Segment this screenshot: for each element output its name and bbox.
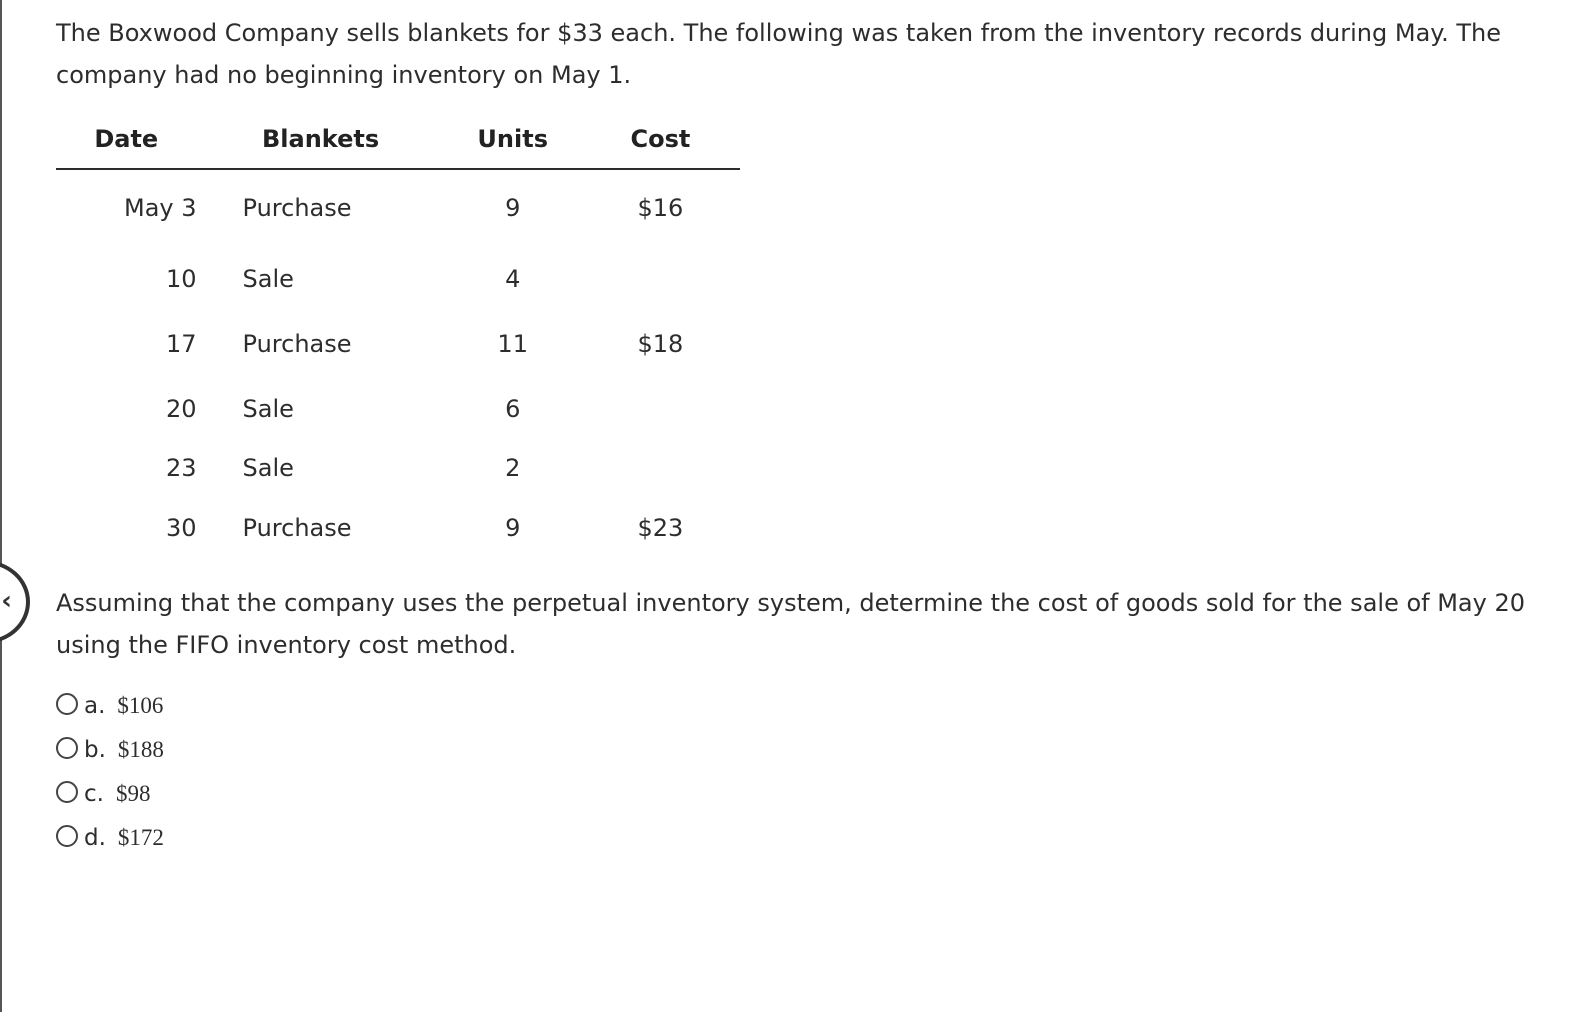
row-type: Sale	[242, 264, 294, 293]
radio-button[interactable]	[56, 737, 78, 759]
row-cost	[581, 376, 740, 441]
row-date: May 3	[124, 194, 197, 222]
radio-button[interactable]	[56, 825, 78, 847]
chevron-left-icon: ‹	[1, 586, 12, 616]
row-units: 6	[505, 394, 521, 423]
row-date: 30	[165, 513, 197, 542]
question-text: Assuming that the company uses the perpetual inventory system, determine the cost of goods sold for the sale of May 20 using the FIFO inventory cost method.	[56, 589, 1526, 659]
row-units: 9	[505, 513, 521, 542]
row-type: Purchase	[242, 513, 352, 542]
row-date: 10	[165, 264, 197, 293]
row-type: Purchase	[242, 194, 352, 222]
option-c[interactable]	[56, 772, 1536, 816]
row-date: 17	[165, 329, 197, 358]
option-value: $172	[117, 825, 164, 850]
row-cost: $16	[637, 194, 684, 222]
row-type: Purchase	[242, 329, 352, 358]
option-value: $98	[115, 781, 151, 806]
radio-button[interactable]	[56, 693, 78, 715]
header-units: Units	[445, 110, 581, 169]
row-cost	[581, 441, 740, 495]
problem-intro: The Boxwood Company sells blankets for $33 each. The following was taken from the inventory records during May. The company had no beginning inventory on May 1.	[56, 19, 1501, 89]
inventory-table	[56, 110, 740, 560]
row-type: Sale	[242, 394, 294, 423]
row-units: 9	[505, 194, 521, 222]
radio-button[interactable]	[56, 781, 78, 803]
question-content	[56, 12, 1536, 860]
left-border	[0, 0, 2, 1012]
table-row	[56, 376, 740, 441]
row-units: 4	[505, 264, 521, 293]
option-value: $188	[117, 737, 164, 762]
option-value: $106	[117, 693, 164, 718]
option-letter: c.	[84, 781, 104, 807]
table-row	[56, 246, 740, 311]
table-row	[56, 495, 740, 560]
row-cost: $23	[637, 513, 684, 542]
option-letter: b.	[84, 737, 106, 763]
row-date: 20	[165, 394, 197, 423]
answer-options	[56, 684, 1536, 860]
option-letter: a.	[84, 693, 106, 719]
header-cost: Cost	[581, 110, 740, 169]
option-letter: d.	[84, 825, 106, 851]
row-type: Sale	[242, 454, 294, 482]
option-b[interactable]	[56, 728, 1536, 772]
row-units: 2	[505, 454, 521, 482]
header-date: Date	[56, 110, 197, 169]
row-date: 23	[165, 454, 197, 482]
table-row	[56, 441, 740, 495]
table-header-row	[56, 110, 740, 169]
option-d[interactable]	[56, 816, 1536, 860]
row-cost	[581, 246, 740, 311]
row-units: 11	[497, 329, 528, 358]
table-row	[56, 311, 740, 376]
option-a[interactable]	[56, 684, 1536, 728]
side-collapse-tab[interactable]	[0, 560, 30, 644]
row-cost: $18	[637, 329, 684, 358]
header-blankets: Blankets	[197, 110, 445, 169]
table-row	[56, 169, 740, 246]
